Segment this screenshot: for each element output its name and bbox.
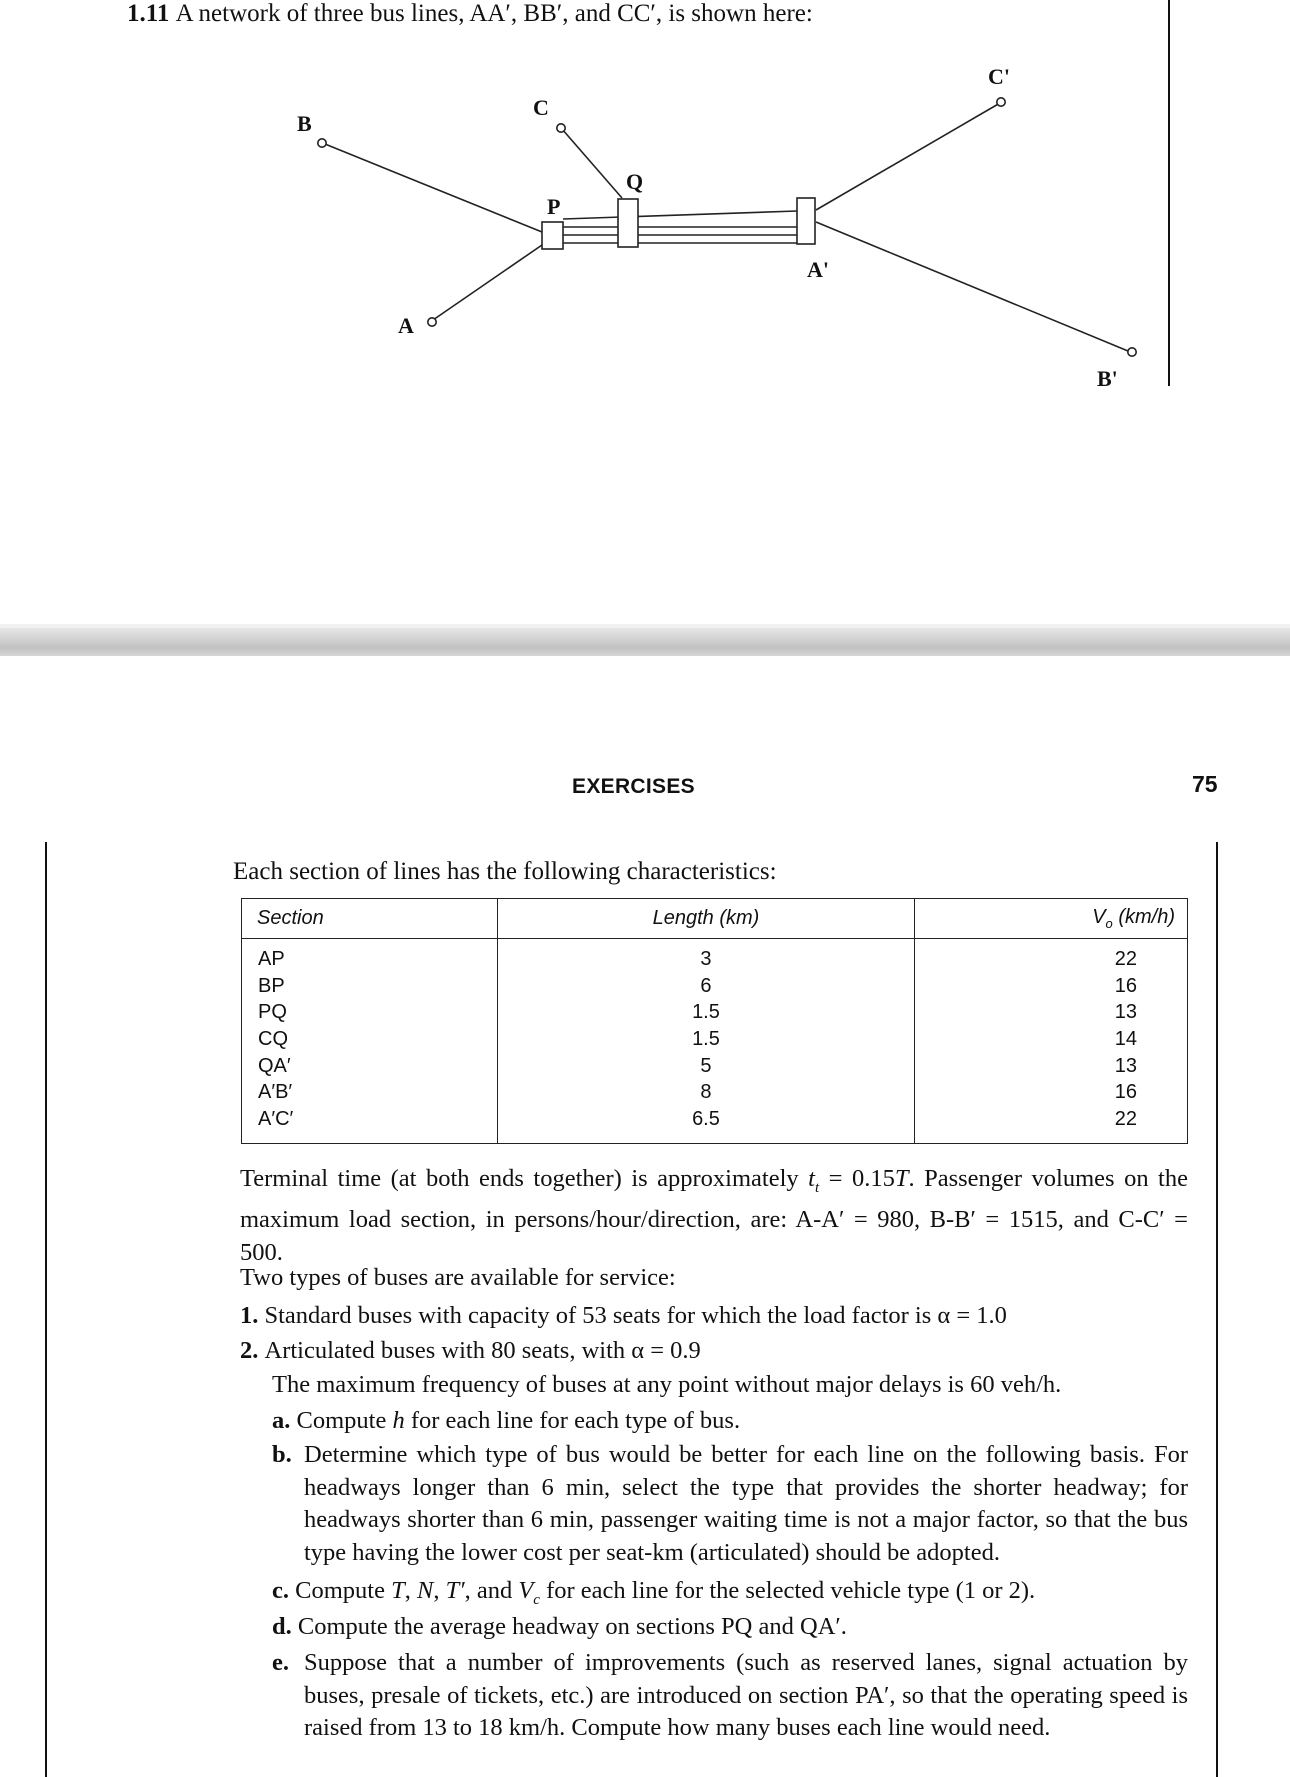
running-head: EXERCISES [572, 775, 695, 798]
bus-network-diagram [0, 0, 1290, 400]
left-margin-rule [45, 842, 47, 1777]
line-segment-A-prime-B-prime [816, 222, 1128, 351]
line-segment-BP [325, 144, 542, 232]
node-Q-box [618, 199, 638, 247]
cell-section: A′C′ [258, 1108, 294, 1131]
cell-section: AP [258, 948, 285, 970]
section-column [242, 939, 498, 1144]
cell-speed: 16 [1114, 974, 1137, 997]
label-B: B [297, 111, 312, 136]
length-column [497, 939, 915, 1144]
cell-section: CQ [258, 1028, 288, 1051]
speed-column [915, 939, 1188, 1144]
header-section: Section [242, 899, 498, 939]
page-number: 75 [1192, 771, 1218, 797]
terminal-B-circle [318, 139, 326, 147]
trunk-rail-top [563, 211, 797, 219]
line-segment-AP [433, 245, 542, 320]
label-A: A [398, 313, 414, 338]
node-P-box [542, 222, 563, 249]
section-characteristics-table [241, 898, 1188, 1144]
cell-section: QA′ [258, 1054, 291, 1077]
label-Q: Q [626, 169, 644, 194]
cell-speed: 14 [1114, 1028, 1137, 1051]
table-body-row [242, 939, 1188, 1144]
cell-section: BP [258, 974, 285, 997]
task-c: c. Compute T, N, T′, and $V_c$ for each line for the selected vehicle type (1 or 2). [272, 1577, 1036, 1608]
node-A-prime-box [797, 198, 815, 244]
terminal-A-circle [428, 318, 436, 326]
terminal-B-prime-circle [1128, 348, 1136, 356]
label-P: P [547, 194, 561, 219]
cell-speed: 13 [1114, 1054, 1137, 1077]
problem-text: A network of three bus lines, AA′, BB′, and CC′, is shown here: [175, 0, 813, 27]
cell-length: 3 [700, 948, 712, 970]
cell-length: 1.5 [692, 1001, 720, 1024]
terminal-C-prime-circle [997, 98, 1005, 106]
label-C-prime: C' [988, 64, 1010, 89]
problem-number: 1.11 [127, 0, 170, 27]
task-e: e. Suppose that a number of improvements (such as reserved lanes, signal actuation by buses, presale of tickets, etc.) are introduced on section PA′, so that the operating speed is raised from 13 to 18 km/h. Compute how many buses each line would need. [272, 1649, 1188, 1741]
terminal-time-paragraph: Terminal time (at both ends together) is approximately $t_t = 0.15T$. Passenger volumes on the maximum load section, in persons/hour/direction, are: A-A′ = 980, B-B′ = 1515, and C-C′ = 500. [240, 1165, 1188, 1266]
cell-speed: 22 [1114, 1108, 1137, 1131]
right-margin-rule [1216, 842, 1218, 1777]
cell-length: 6.5 [692, 1108, 720, 1131]
terminal-C-circle [557, 124, 565, 132]
header-length: Length (km) [497, 899, 915, 939]
cell-section: PQ [258, 1001, 287, 1024]
table-header-row [242, 899, 1188, 939]
cell-length: 5 [700, 1054, 712, 1077]
bus-type-2: 2. Articulated buses with 80 seats, with α = 0.9 [240, 1337, 701, 1364]
bus-types-intro: Two types of buses are available for service: [240, 1264, 676, 1291]
max-frequency-note: The maximum frequency of buses at any point without major delays is 60 veh/h. [272, 1371, 1062, 1398]
label-B-prime: B' [1097, 366, 1118, 391]
header-speed: $V_o$ (km/h) [915, 899, 1188, 939]
bus-type-1: 1. Standard buses with capacity of 53 seats for which the load factor is α = 1.0 [240, 1302, 1007, 1329]
task-a: a. Compute h for each line for each type of bus. [272, 1407, 741, 1434]
page-separator [0, 628, 1290, 656]
table-intro: Each section of lines has the following characteristics: [233, 858, 777, 885]
cell-section: A′B′ [258, 1081, 293, 1104]
line-segment-CQ [562, 129, 622, 198]
label-C: C [533, 95, 549, 120]
cell-length: 8 [700, 1081, 712, 1104]
cell-speed: 22 [1114, 948, 1137, 970]
cell-length: 1.5 [692, 1028, 720, 1051]
task-b: b. Determine which type of bus would be better for each line on the following basis. For headways longer than 6 min, select the type that provides the shorter headway; for headways shorter than 6 min, passenger waiting time is not a major factor, so that the bus type having the lower cost per seat-km (articulated) should be adopted. [272, 1441, 1188, 1566]
line-segment-A-prime-C-prime [816, 103, 1000, 210]
task-d: d. Compute the average headway on sections PQ and QA′. [272, 1613, 847, 1640]
label-A-prime: A' [807, 257, 829, 282]
cell-speed: 16 [1114, 1081, 1137, 1104]
cell-length: 6 [700, 974, 712, 997]
cell-speed: 13 [1114, 1001, 1137, 1024]
